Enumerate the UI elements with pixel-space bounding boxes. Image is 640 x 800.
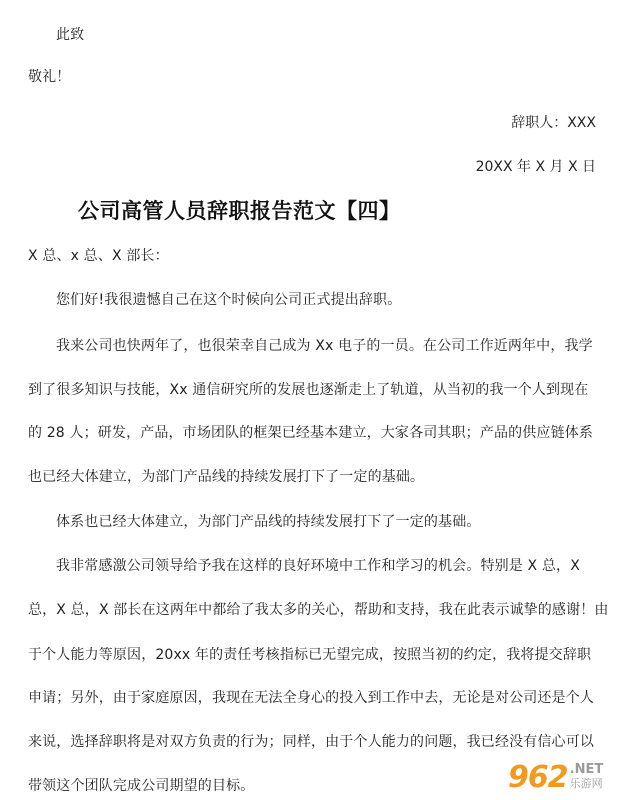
signer-line: 辞职人：XXX	[511, 115, 596, 131]
watermark-cn: 乐游网	[569, 777, 603, 790]
section-title: 公司高管人员辞职报告范文【四】	[78, 199, 401, 223]
paragraph-line: 带领这个团队完成公司期望的目标。	[28, 778, 255, 794]
date-line: 20XX 年 X 月 X 日	[475, 159, 596, 175]
paragraph-line: 于个人能力等原因，20xx 年的责任考核指标已无望完成，按照当初的约定，我将提交辞职	[28, 647, 592, 663]
paragraph-line: 也已经大体建立，为部门产品线的持续发展打下了一定的基础。	[28, 469, 425, 485]
closing-regards: 敬礼！	[28, 69, 71, 85]
paragraph-line: 到了很多知识与技能，Xx 通信研究所的发展也逐渐走上了轨道，从当初的我一个人到现在	[28, 382, 589, 398]
site-watermark-logo	[508, 756, 636, 798]
paragraph-line: 体系也已经大体建立，为部门产品线的持续发展打下了一定的基础。	[56, 514, 481, 530]
paragraph-line: 的 28 人；研发，产品，市场团队的框架已经基本建立，大家各司其职；产品的供应链体系	[28, 425, 594, 441]
closing-salutation: 此致	[56, 27, 85, 43]
paragraph-line: 申请；另外，由于家庭原因，我现在无法全身心的投入到工作中去，无论是对公司还是个人	[28, 690, 594, 706]
paragraph-line: 来说，选择辞职将是对双方负责的行为；同样，由于个人能力的问题，我已经没有信心可以	[28, 734, 594, 750]
paragraph-line: 我来公司也快两年了，也很荣幸自己成为 Xx 电子的一员。在公司工作近两年中，我学	[56, 338, 593, 354]
paragraph-line: 总，X 总，X 部长在这两年中都给了我太多的关心，帮助和支持，我在此表示诚挚的感谢！由	[28, 602, 609, 618]
watermark-net: .NET	[569, 762, 604, 777]
paragraph-line: 您们好!我很遗憾自己在这个时候向公司正式提出辞职。	[56, 292, 402, 308]
addressee-line: X 总、x 总、X 部长：	[28, 248, 169, 264]
paragraph-line: 我非常感激公司领导给予我在这样的良好环境中工作和学习的机会。特别是 X 总，X	[56, 558, 580, 574]
watermark-number: 962	[508, 759, 568, 795]
watermark-text-group	[570, 763, 604, 791]
